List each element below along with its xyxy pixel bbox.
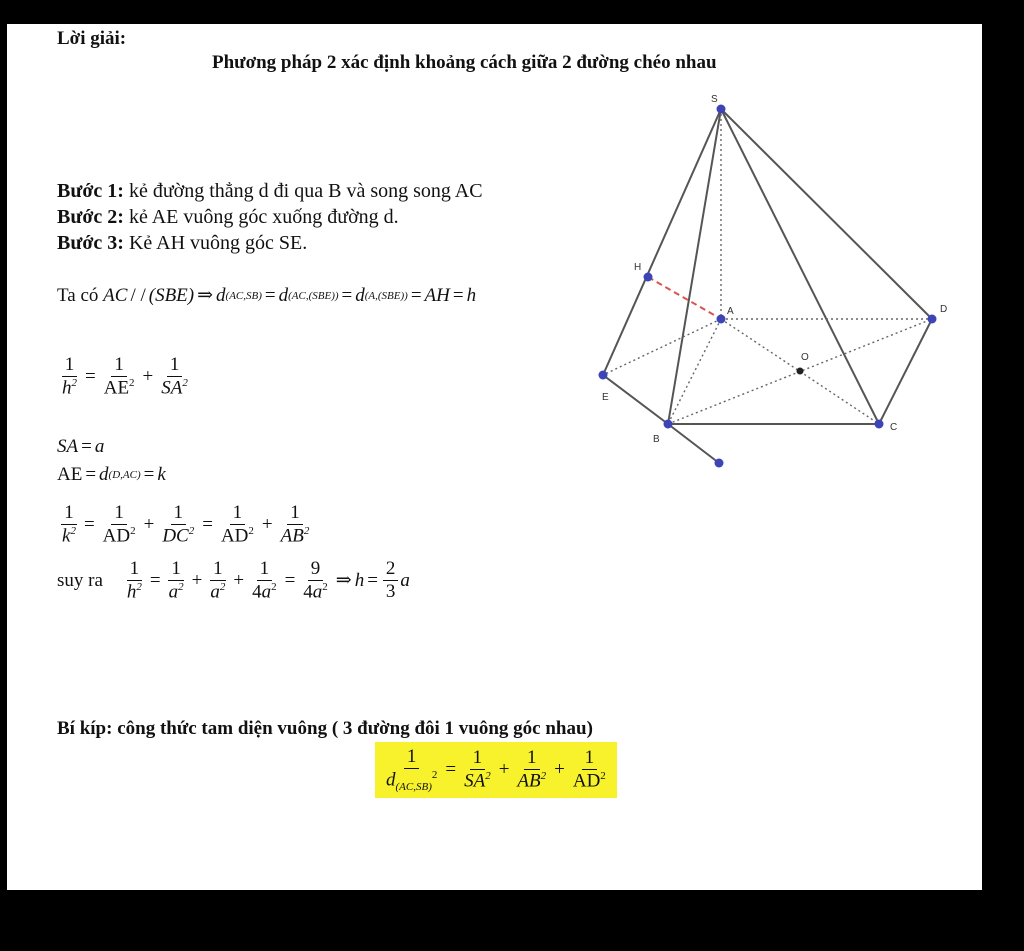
step-2: Bước 2: kẻ AE vuông góc xuống đường d. <box>57 206 399 228</box>
point-s <box>717 105 726 114</box>
equation-sa: SA = a <box>57 436 105 457</box>
point-d <box>928 315 937 324</box>
point-d-end <box>715 459 724 468</box>
point-h <box>644 273 653 282</box>
segment-ah <box>648 277 721 319</box>
point-o <box>797 368 804 375</box>
equation-k: $\frac{1}{k^2}$ = $\frac{1}{AD^2}$ + $\frac{1}{DC^2}$ = $\frac{1}{AD^2}$ + $\frac{1}{AB^2}$ <box>62 502 310 547</box>
label-d: D <box>940 304 948 315</box>
label-s: S <box>711 94 718 105</box>
equation-distance-chain: Ta có AC / / (SBE) ⇒ d (AC,SB) = d (AC,(SBE)) = d (A,(SBE)) = AH = h <box>57 284 477 306</box>
point-c <box>875 420 884 429</box>
label-a: A <box>727 306 734 317</box>
edge-se <box>603 109 721 375</box>
label-o: O <box>801 352 809 363</box>
edge-sb <box>668 109 721 424</box>
highlighted-formula: $\frac{1}{d_{(AC,SB)}^2}$ = $\frac{1}{SA^2}$ + $\frac{1}{AB^2}$ + $\frac{1}{AD^2}$ <box>375 742 617 798</box>
step-3: Bước 3: Kẻ AH vuông góc SE. <box>57 232 308 254</box>
label-b: B <box>653 434 660 445</box>
edge-eb <box>603 375 668 424</box>
equation-ae: AE = d (D,AC) = k <box>57 464 166 485</box>
label-c: C <box>890 422 898 433</box>
step-1: Bước 1: kẻ đường thẳng d đi qua B và song song AC <box>57 180 483 202</box>
point-a <box>717 315 726 324</box>
pyramid-figure <box>587 90 967 480</box>
edge-cd <box>879 319 932 424</box>
equation-h: $\frac{1}{h^2}$ = $\frac{1}{AE^2}$ + $\frac{1}{SA^2}$ <box>62 354 188 399</box>
tip-line: Bí kíp: công thức tam diện vuông ( 3 đường đôi 1 vuông góc nhau) <box>57 718 593 739</box>
label-e: E <box>602 392 609 403</box>
solution-heading: Lời giải: <box>57 28 127 49</box>
equation-result: suy ra $\frac{1}{h^2}$ = $\frac{1}{a^2}$ + $\frac{1}{a^2}$ + $\frac{1}{4a^2}$ = $\frac{9}{4a^2}$ ⇒ h = $\frac{2}{3}$ a <box>57 558 410 603</box>
edge-sc <box>721 109 879 424</box>
line-d <box>668 424 719 463</box>
label-h: H <box>634 262 642 273</box>
point-b <box>664 420 673 429</box>
point-e <box>599 371 608 380</box>
edge-sd <box>721 109 932 319</box>
page-title: Phương pháp 2 xác định khoảng cách giữa 2 đường chéo nhau <box>212 52 717 73</box>
solution-page <box>7 24 982 890</box>
edge-ae <box>603 319 721 375</box>
